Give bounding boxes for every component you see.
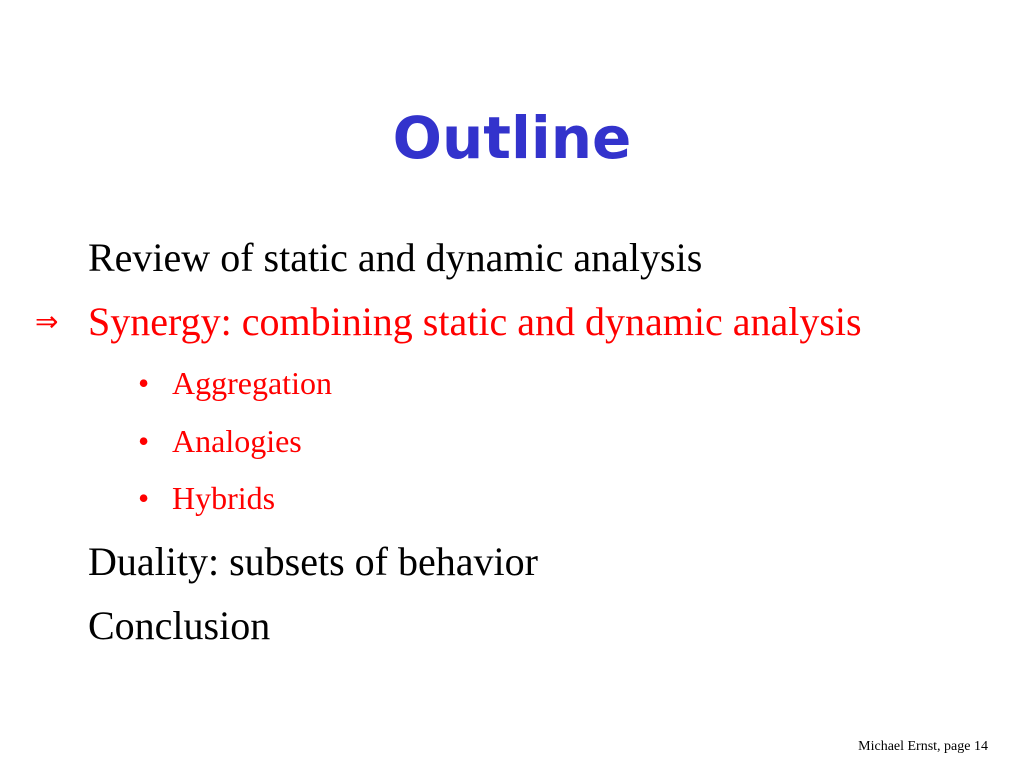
slide-title: Outline (392, 104, 632, 172)
subitem-aggregation (138, 363, 332, 403)
subitem-hybrids (138, 478, 275, 518)
subitem-label: Hybrids (172, 480, 276, 516)
slide-footer: Michael Ernst, page 14 (858, 739, 988, 754)
subitem-label: Analogies (172, 423, 302, 459)
bullet-icon: • (138, 423, 150, 459)
outline-item-conclusion: Conclusion (88, 603, 271, 648)
subitem-label: Aggregation (172, 365, 332, 401)
subitem-analogies (138, 421, 302, 461)
outline-item-review: Review of static and dynamic analysis (88, 235, 703, 280)
current-section-arrow-icon: ⇒ (35, 305, 59, 338)
outline-item-synergy: Synergy: combining static and dynamic analysis (88, 299, 862, 344)
bullet-icon: • (138, 365, 150, 401)
bullet-icon: • (138, 480, 150, 516)
outline-item-duality: Duality: subsets of behavior (88, 539, 538, 584)
